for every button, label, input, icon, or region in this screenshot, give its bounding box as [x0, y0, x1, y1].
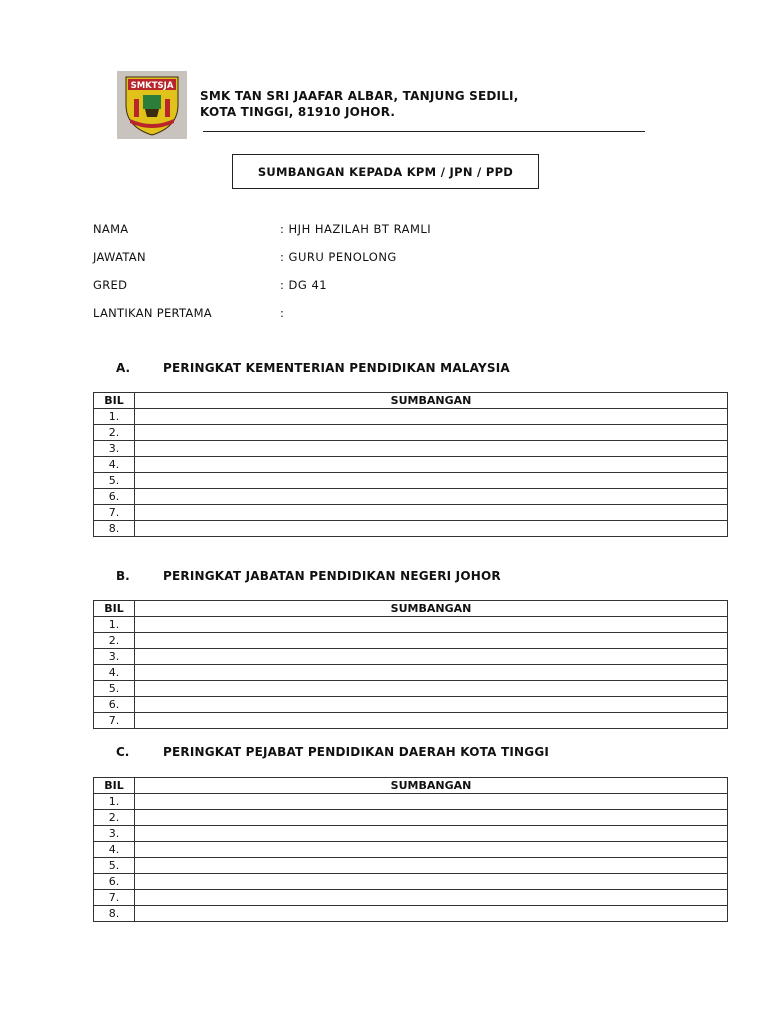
info-label-nama: NAMA	[93, 222, 129, 236]
info-value-nama: : HJH HAZILAH BT RAMLI	[280, 222, 432, 236]
row-number: 1.	[94, 409, 135, 425]
sumbangan-cell[interactable]	[135, 617, 728, 633]
section-a-table	[93, 392, 728, 537]
sumbangan-cell[interactable]	[135, 794, 728, 810]
info-value-gred: : DG 41	[280, 278, 328, 292]
row-number: 3.	[94, 649, 135, 665]
section-b-letter: B.	[116, 569, 130, 583]
sumbangan-cell[interactable]	[135, 649, 728, 665]
sumbangan-cell[interactable]	[135, 457, 728, 473]
table-row	[94, 521, 728, 537]
table-row	[94, 906, 728, 922]
table-row	[94, 473, 728, 489]
school-location-line: KOTA TINGGI, 81910 JOHOR.	[200, 105, 396, 119]
sumbangan-cell[interactable]	[135, 473, 728, 489]
col-bil-header: BIL	[94, 393, 135, 409]
logo-text: SMKTSJA	[130, 81, 174, 91]
sumbangan-cell[interactable]	[135, 441, 728, 457]
row-number: 4.	[94, 665, 135, 681]
sumbangan-cell[interactable]	[135, 906, 728, 922]
info-label-lantikan: LANTIKAN PERTAMA	[93, 306, 212, 320]
sumbangan-cell[interactable]	[135, 874, 728, 890]
table-row	[94, 713, 728, 729]
school-name-line: SMK TAN SRI JAAFAR ALBAR, TANJUNG SEDILI,	[200, 89, 519, 103]
sumbangan-cell[interactable]	[135, 681, 728, 697]
row-number: 7.	[94, 890, 135, 906]
table-row	[94, 794, 728, 810]
row-number: 2.	[94, 810, 135, 826]
row-number: 6.	[94, 697, 135, 713]
school-logo	[117, 71, 187, 139]
table-row	[94, 633, 728, 649]
section-b-title: PERINGKAT JABATAN PENDIDIKAN NEGERI JOHOR	[163, 569, 501, 583]
sumbangan-cell[interactable]	[135, 858, 728, 874]
section-c-letter: C.	[116, 745, 130, 759]
table-row	[94, 826, 728, 842]
table-row	[94, 649, 728, 665]
row-number: 5.	[94, 681, 135, 697]
table-row	[94, 858, 728, 874]
sumbangan-cell[interactable]	[135, 489, 728, 505]
sumbangan-cell[interactable]	[135, 810, 728, 826]
row-number: 5.	[94, 858, 135, 874]
section-c-table	[93, 777, 728, 922]
section-c-title: PERINGKAT PEJABAT PENDIDIKAN DAERAH KOTA TINGGI	[163, 745, 550, 759]
col-sumbangan-header: SUMBANGAN	[135, 393, 728, 409]
row-number: 6.	[94, 489, 135, 505]
sumbangan-cell[interactable]	[135, 890, 728, 906]
table-row	[94, 810, 728, 826]
info-value-jawatan: : GURU PENOLONG	[280, 250, 397, 264]
table-row	[94, 842, 728, 858]
info-value-lantikan: :	[280, 306, 285, 320]
row-number: 3.	[94, 826, 135, 842]
col-bil-header: BIL	[94, 601, 135, 617]
sumbangan-cell[interactable]	[135, 826, 728, 842]
document-title-text: SUMBANGAN KEPADA KPM / JPN / PPD	[257, 164, 514, 179]
header-divider	[203, 131, 645, 132]
table-header-row	[94, 601, 728, 617]
table-row	[94, 874, 728, 890]
col-bil-header: BIL	[94, 778, 135, 794]
sumbangan-cell[interactable]	[135, 697, 728, 713]
row-number: 4.	[94, 842, 135, 858]
table-row	[94, 890, 728, 906]
info-label-jawatan: JAWATAN	[93, 250, 146, 264]
section-a-title: PERINGKAT KEMENTERIAN PENDIDIKAN MALAYSIA	[163, 361, 510, 375]
document-title	[232, 154, 539, 189]
row-number: 2.	[94, 425, 135, 441]
row-number: 4.	[94, 457, 135, 473]
sumbangan-cell[interactable]	[135, 505, 728, 521]
info-label-gred: GRED	[93, 278, 128, 292]
col-sumbangan-header: SUMBANGAN	[135, 778, 728, 794]
section-a-letter: A.	[116, 361, 131, 375]
row-number: 3.	[94, 441, 135, 457]
row-number: 7.	[94, 505, 135, 521]
table-row	[94, 489, 728, 505]
sumbangan-cell[interactable]	[135, 521, 728, 537]
row-number: 8.	[94, 521, 135, 537]
row-number: 1.	[94, 617, 135, 633]
table-header-row	[94, 393, 728, 409]
col-sumbangan-header: SUMBANGAN	[135, 601, 728, 617]
school-address	[200, 88, 518, 120]
row-number: 1.	[94, 794, 135, 810]
table-row	[94, 441, 728, 457]
school-crest-icon	[117, 71, 187, 139]
table-row	[94, 617, 728, 633]
table-row	[94, 457, 728, 473]
row-number: 6.	[94, 874, 135, 890]
row-number: 8.	[94, 906, 135, 922]
table-row	[94, 505, 728, 521]
sumbangan-cell[interactable]	[135, 425, 728, 441]
table-header-row	[94, 778, 728, 794]
sumbangan-cell[interactable]	[135, 713, 728, 729]
row-number: 5.	[94, 473, 135, 489]
sumbangan-cell[interactable]	[135, 842, 728, 858]
table-row	[94, 665, 728, 681]
sumbangan-cell[interactable]	[135, 633, 728, 649]
table-row	[94, 681, 728, 697]
table-row	[94, 697, 728, 713]
sumbangan-cell[interactable]	[135, 665, 728, 681]
sumbangan-cell[interactable]	[135, 409, 728, 425]
table-row	[94, 409, 728, 425]
table-row	[94, 425, 728, 441]
row-number: 2.	[94, 633, 135, 649]
section-b-table	[93, 600, 728, 729]
row-number: 7.	[94, 713, 135, 729]
